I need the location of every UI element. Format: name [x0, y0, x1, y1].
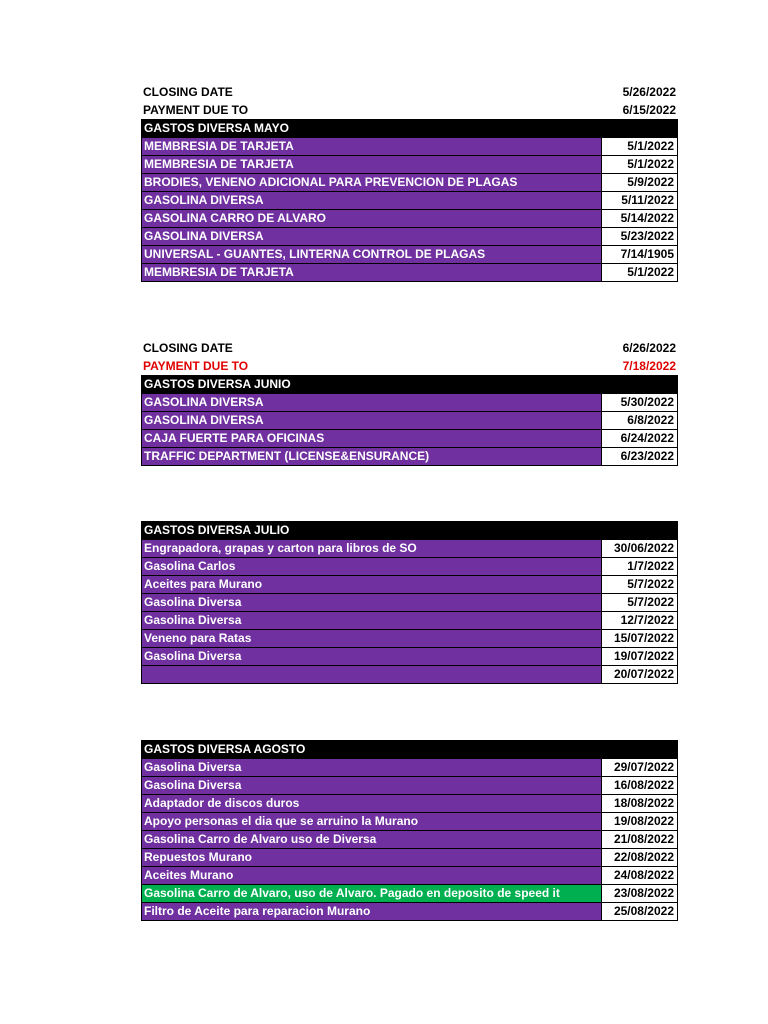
table-title-row [142, 522, 678, 540]
expense-date: 6/8/2022 [602, 412, 678, 430]
table-row [142, 612, 678, 630]
expense-description: Gasolina Diversa [142, 648, 602, 666]
table-row [142, 594, 678, 612]
expense-date: 15/07/2022 [602, 630, 678, 648]
section-mayo [141, 83, 677, 282]
closing-date-row [141, 339, 677, 357]
table-row [142, 759, 678, 777]
table-row [142, 831, 678, 849]
table-title: GASTOS DIVERSA JULIO [142, 522, 602, 540]
table-row [142, 540, 678, 558]
table-title-row [142, 741, 678, 759]
table-title: GASTOS DIVERSA AGOSTO [142, 741, 602, 759]
table-row [142, 777, 678, 795]
payment-due-label: PAYMENT DUE TO [143, 103, 249, 117]
closing-date-label: CLOSING DATE [143, 85, 233, 99]
expense-description: Gasolina Carro de Alvaro, uso de Alvaro. Pagado en deposito de speed it [142, 885, 602, 903]
payment-due-label: PAYMENT DUE TO [143, 359, 249, 373]
expense-description: Gasolina Diversa [142, 759, 602, 777]
table-row [142, 192, 678, 210]
table-title-fill [602, 522, 678, 540]
table-row [142, 228, 678, 246]
expense-description: Apoyo personas el dia que se arruino la Murano [142, 813, 602, 831]
expense-description: GASOLINA DIVERSA [142, 394, 602, 412]
table-row [142, 174, 678, 192]
expense-table-julio [141, 521, 678, 684]
expense-date: 23/08/2022 [602, 885, 678, 903]
table-row-highlighted [142, 885, 678, 903]
section-junio [141, 339, 677, 466]
expense-description: Gasolina Carlos [142, 558, 602, 576]
expense-description: Veneno para Ratas [142, 630, 602, 648]
expense-date: 5/14/2022 [602, 210, 678, 228]
expense-date: 16/08/2022 [602, 777, 678, 795]
expense-date: 5/7/2022 [602, 576, 678, 594]
expense-description: Gasolina Diversa [142, 594, 602, 612]
expense-date: 6/24/2022 [602, 430, 678, 448]
table-row [142, 795, 678, 813]
table-row [142, 558, 678, 576]
expense-description: Adaptador de discos duros [142, 795, 602, 813]
table-row [142, 576, 678, 594]
expense-description: MEMBRESIA DE TARJETA [142, 138, 602, 156]
expense-date: 30/06/2022 [602, 540, 678, 558]
expense-date: 24/08/2022 [602, 867, 678, 885]
expense-date: 7/14/1905 [602, 246, 678, 264]
payment-due-value: 6/15/2022 [622, 103, 676, 117]
expense-description: Gasolina Diversa [142, 777, 602, 795]
expense-description: Aceites Murano [142, 867, 602, 885]
closing-date-value: 5/26/2022 [622, 85, 676, 99]
table-row [142, 448, 678, 466]
table-row [142, 246, 678, 264]
expense-description: MEMBRESIA DE TARJETA [142, 264, 602, 282]
table-row [142, 412, 678, 430]
expense-date: 5/30/2022 [602, 394, 678, 412]
section-agosto [141, 740, 677, 921]
table-title-fill [602, 376, 678, 394]
expense-date: 1/7/2022 [602, 558, 678, 576]
expense-date: 5/11/2022 [602, 192, 678, 210]
expense-description: BRODIES, VENENO ADICIONAL PARA PREVENCION DE PLAGAS [142, 174, 602, 192]
expense-date: 29/07/2022 [602, 759, 678, 777]
expense-description: Gasolina Carro de Alvaro uso de Diversa [142, 831, 602, 849]
expense-description [142, 666, 602, 684]
expense-date: 18/08/2022 [602, 795, 678, 813]
table-row [142, 430, 678, 448]
expense-description: GASOLINA CARRO DE ALVARO [142, 210, 602, 228]
closing-date-value: 6/26/2022 [622, 341, 676, 355]
table-row [142, 210, 678, 228]
expense-table-junio [141, 375, 678, 466]
expense-table-agosto [141, 740, 678, 921]
closing-date-label: CLOSING DATE [143, 341, 233, 355]
expense-date: 6/23/2022 [602, 448, 678, 466]
payment-due-value: 7/18/2022 [622, 359, 676, 373]
table-row [142, 630, 678, 648]
expense-description: Engrapadora, grapas y carton para libros de SO [142, 540, 602, 558]
table-title-row [142, 120, 678, 138]
table-row [142, 666, 678, 684]
table-row [142, 849, 678, 867]
table-title-fill [602, 120, 678, 138]
table-title-fill [602, 741, 678, 759]
expense-date: 19/08/2022 [602, 813, 678, 831]
expense-description: GASOLINA DIVERSA [142, 412, 602, 430]
expense-date: 5/7/2022 [602, 594, 678, 612]
expense-date: 21/08/2022 [602, 831, 678, 849]
expense-description: UNIVERSAL - GUANTES, LINTERNA CONTROL DE PLAGAS [142, 246, 602, 264]
table-row [142, 903, 678, 921]
table-row [142, 648, 678, 666]
expense-date: 5/9/2022 [602, 174, 678, 192]
expense-date: 25/08/2022 [602, 903, 678, 921]
section-julio [141, 521, 677, 684]
payment-due-row [141, 357, 677, 375]
table-title-row [142, 376, 678, 394]
table-row [142, 813, 678, 831]
expense-table-mayo [141, 119, 678, 282]
expense-date: 5/23/2022 [602, 228, 678, 246]
expense-date: 5/1/2022 [602, 264, 678, 282]
expense-description: Gasolina Diversa [142, 612, 602, 630]
payment-due-row [141, 101, 677, 119]
expense-description: GASOLINA DIVERSA [142, 192, 602, 210]
table-title: GASTOS DIVERSA MAYO [142, 120, 602, 138]
expense-date: 20/07/2022 [602, 666, 678, 684]
table-row [142, 138, 678, 156]
closing-date-row [141, 83, 677, 101]
expense-description: CAJA FUERTE PARA OFICINAS [142, 430, 602, 448]
expense-date: 19/07/2022 [602, 648, 678, 666]
expense-date: 5/1/2022 [602, 138, 678, 156]
table-row [142, 867, 678, 885]
table-title: GASTOS DIVERSA JUNIO [142, 376, 602, 394]
expense-description: GASOLINA DIVERSA [142, 228, 602, 246]
expense-date: 12/7/2022 [602, 612, 678, 630]
expense-description: Filtro de Aceite para reparacion Murano [142, 903, 602, 921]
expense-description: Aceites para Murano [142, 576, 602, 594]
expense-description: TRAFFIC DEPARTMENT (LICENSE&ENSURANCE) [142, 448, 602, 466]
expense-description: MEMBRESIA DE TARJETA [142, 156, 602, 174]
expense-date: 22/08/2022 [602, 849, 678, 867]
expense-date: 5/1/2022 [602, 156, 678, 174]
table-row [142, 264, 678, 282]
expense-description: Repuestos Murano [142, 849, 602, 867]
table-row [142, 394, 678, 412]
table-row [142, 156, 678, 174]
